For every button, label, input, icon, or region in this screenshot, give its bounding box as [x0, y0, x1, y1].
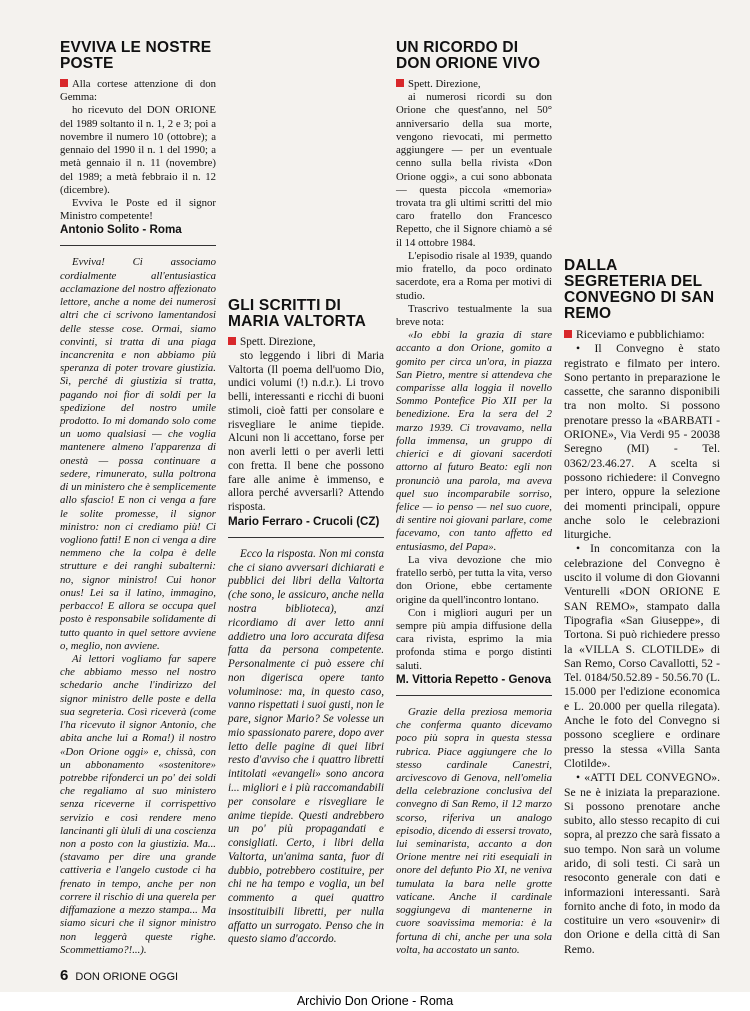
letter-paragraph: sto leggendo i libri di Maria Valtorta (Il poema dell'uomo Dio, undici volumi (!) n.d.r.). Li trovo belli, interessanti e ricchi di buoni stimoli, cioè fatti per consolare e risvegliare le anime tiepide. Alcuni non li accettano, forse per non averli letti o per averli letti con fretta. Il bene che possono fare alle anime è immenso, e allora perché avversarli? Attendo risposta. [228, 349, 384, 514]
letter-intro [396, 78, 552, 91]
quoted-memory: «Io ebbi la grazia di stare accanto a don Orione, gomito a gomito per circa un'ora, in piazza San Pietro, mentre si attendeva che comparisse alla loggia il novello Sommo Pontefice Pio XII per la benedizione. Era la sera del 2 marzo 1939. Ci trovavamo, nella folla immensa, un gruppo di chierici e di giovani sacerdoti attorno al futuro Beato: egli non pronunciò una parola, ma aveva quel suo incomparabile sorriso, felice — io penso — nel suo cuore, di sentire noi giovani parlare, come facevamo, con tanto affetto ed entusiasmo, del Papa». [396, 329, 552, 553]
editor-reply [60, 256, 216, 957]
column-3 [396, 40, 552, 957]
letter-paragraph: Evviva le Poste ed il signor Ministro competente! [60, 196, 216, 223]
article-title-segreteria: DALLA SEGRETERIA DEL CONVEGNO DI SAN REMO [564, 257, 715, 322]
red-square-icon [60, 79, 68, 87]
column-2 [228, 0, 384, 947]
notice-item: • «ATTI DEL CONVEGNO». Se ne è iniziata la preparazione. Si possono prenotare anche subito, allo stesso recapito di cui sopra, al prezzo che sarà fissato a suo tempo. Non sarà un volume arido, di soli testi. Ci sarà un resoconto generale con dati e informazioni interessanti. Sarà fornito anche di foto, in modo da costituire un vero «souvenir» di don Orione e della città di San Remo. [564, 771, 720, 956]
notice-item: • In concomitanza con la celebrazione del Convegno è uscito il volume di don Giovanni Venturelli «DON ORIONE E SAN REMO», stampato dalla Tipografia «San Giuseppe», di Tortona. Si può richiedere presso la «VILLA S. CLOTILDE» di San Remo, Corso Cavallotti, 52 - Tel. 0184/50.52.89 - 50.56.70 (L. 15.000 per l'edizione economica e L. 20.000 per quella rilegata). Anche le foto del Convegno si possono scegliere e ordinare presso la stessa «Villa Santa Clotilde». [564, 542, 720, 770]
editor-reply [228, 548, 384, 947]
red-square-icon [396, 79, 404, 87]
letter-signature: M. Vittoria Repetto - Genova [396, 672, 552, 686]
article-title-ricordo: UN RICORDO DI DON ORIONE VIVO [396, 39, 541, 72]
letter-paragraph: Con i migliori auguri per un sempre più ampia diffusione della cara rivista, esprimo la mia profonda stima e porgo distinti saluti. [396, 606, 552, 672]
column-1 [60, 40, 216, 957]
letter-paragraph: L'episodio risale al 1939, quando mio fratello, da poco ordinato sacerdote, era a Roma per motivi di studio. [396, 249, 552, 302]
intro-text: Spett. Direzione, [240, 336, 316, 348]
letter-intro [60, 78, 216, 104]
red-square-icon [228, 337, 236, 345]
letter-signature: Antonio Solito - Roma [60, 223, 182, 237]
article-title-poste: EVVIVA LE NOSTRE POSTE [60, 39, 212, 72]
letter-paragraph: Trascrivo testualmente la sua breve nota: [396, 302, 552, 328]
letter-intro [564, 328, 720, 342]
intro-text: Riceviamo e pubblichiamo: [576, 328, 705, 341]
divider [228, 537, 384, 538]
magazine-name: DON ORIONE OGGI [75, 971, 179, 983]
divider [60, 245, 216, 246]
letter-paragraph: ho ricevuto del DON ORIONE del 1989 soltanto il n. 1, 2 e 3; poi a novembre il numero 10 (ottobre); a gennaio del 1990 il n. 1 del 1990; a metà gennaio il n. 11 (novembre) del 1989; a metà febbraio il n. 12 (dicembre). [60, 104, 216, 196]
divider [396, 695, 552, 696]
intro-text: Alla cortese attenzione di don Gemma: [60, 78, 216, 104]
letter-paragraph: La viva devozione che mio fratello serbò, per tutta la vita, verso don Orione, ebbe certamente origine da quell'incontro lontano. [396, 553, 552, 606]
page-number: 6 [60, 967, 69, 984]
reply-paragraph: Ai lettori vogliamo far sapere che abbiamo messo nel nostro schedario anche l'indirizzo del signor ministro delle poste e della sua segreteria. Così riceverà (come l'ha ricevuto il signor Antonio, che abita anche lui a Roma!) il nostro «Don Orione oggi» e, chissà, con un abbonamento «sostenitore» potrebbe rifonderci un po' dei soldi che regaliamo al suo ministero senza riceverne il corrispettivo servizio e così rendere meno lancinanti gli ùluli di una coscienza non a posto con la giustizia. Ma... (stavamo per dire una grande cattiveria e l'angelo custode ci ha frenato in tempo, anche per non correre il rischio di una querela per diffamazione a mezzo stampa... Ma siamo sicuri che il signor ministro non leggerà queste righe. Scommettiamo?!...). [60, 652, 216, 956]
page-footer [60, 967, 178, 984]
archive-label: Archivio Don Orione - Roma [0, 992, 750, 1011]
letter-signature: Mario Ferraro - Crucoli (CZ) [228, 514, 380, 528]
letter-paragraph: ai numerosi ricordi su don Orione che quest'anno, nel 50° anniversario della sua morte, vengono rievocati, mi permetto aggiungere — per un eventuale cenno sulla bella rivista «Don Orione oggi», a cui sono abbonata — questa piccola «memoria» trovata tra gli ultimi scritti del mio caro fratello don Francesco Repetto, che il Signore chiamò a sé il 14 ottobre 1984. [396, 91, 552, 249]
notice-item: • Il Convegno è stato registrato e filmato per intero. Sono pertanto in preparazione le cassette, che saranno disponibili tra non molto. Si possono prenotare presso la «BARBATI - ORIONE», Via Verdi 95 - 20038 Seregno (MI) - Tel. 0362/23.46.27. A scelta si possono richiedere: il Convegno per intero, oppure la selezione dei momenti principali, oppure anche solo le celebrazioni liturgiche. [564, 342, 720, 542]
reply-paragraph: Evviva! Ci associamo cordialmente all'entusiastica acclamazione del nostro affezionato lettore, anche a nome dei numerosi altri che ci scrivono lamentandosi delle stesse cose. Ormai, siamo convinti, si tratta di una piaga incancrenita e non abbiamo più speranza di poter trovare giustizia. Sì, perché di giustizia si tratta, pagando noi fior di soldi per la spedizione del nostro umile prodotto. Io mi domando solo come un uomo qualsiasi — che voglia mantenere almeno l'apparenza di onestà — possa continuare a sedere, rimunerato, sulla poltrona di un ministero che è semplicemente allo sfascio! E non ci venga a fare le solite promesse, il signor ministro: non ci crediamo più! Ci vogliono fatti! E non ci venga a dire nemmeno che la colpa è delle strutture e dei ranghi subalterni: no, signor ministro! Cui honor onus! Lei sa il latino, immagino, perbacco! E allora se occupa quel posto è responsabile solidamente di tutto quanto in quel settore avviene o, meglio, non avviene. [60, 256, 216, 652]
column-4 [564, 258, 720, 957]
editor-reply [396, 706, 552, 957]
intro-text: Spett. Direzione, [408, 78, 481, 90]
letter-intro [228, 336, 384, 350]
red-square-icon [564, 330, 572, 338]
reply-paragraph: Grazie della preziosa memoria che conferma quanto dicevamo poco più sopra in questa stessa rubrica. Piace aggiungere che lo stesso cardinale Canestri, arcivescovo di Genova, nell'omelia della celebrazione conclusiva del convegno di San Remo, il 12 marzo scorso, riferiva un analogo episodio, dicendo di essersi trovato, lui seminarista, accanto a don Orione mentre nei riti esequiali in onore del defunto Pio XI, ne veniva tumulata la bara nelle grotte vaticane. Anche il cardinale soggiungeva di mantenerne in cuore soavissima memoria: è la fortuna di chi, anche per una sola volta, ha accostato un santo. [396, 705, 552, 956]
reply-paragraph: Ecco la risposta. Non mi consta che ci siano avversari dichiarati e pubblici dei libri della Valtorta (che sono, le assicuro, anche nella nostra biblioteca), anzi ricordiamo di aver letto anni addietro una loro accurata difesa fatta da persona competente. Personalmente ci può essere chi non digerisca opere tanto voluminose: ma, in questo caso, vanno rispettati i suoi gusti, non le pare, signor Mario? Se volesse un mio spassionato parere, dopo aver letto delle pagine di quei libri resto d'avviso che i quattro libretti intitolati «evangeli» sono ancora i... migliori e i più raccomandabili per consolare e risvegliare le anime tiepide. Questi andrebbero un po' più propagandati e consigliati. Certo, i libri della Valtorta, un'anima santa, fuor di dubbio, potrebbero costituire, per chi ne ha tempo e voglia, un bel commento a quei quattro insostituibili libretti, per nulla affatto un surrogato. Penso che in questo siamo d'accordo. [228, 547, 384, 946]
article-title-valtorta: GLI SCRITTI DI MARIA VALTORTA [228, 297, 366, 330]
